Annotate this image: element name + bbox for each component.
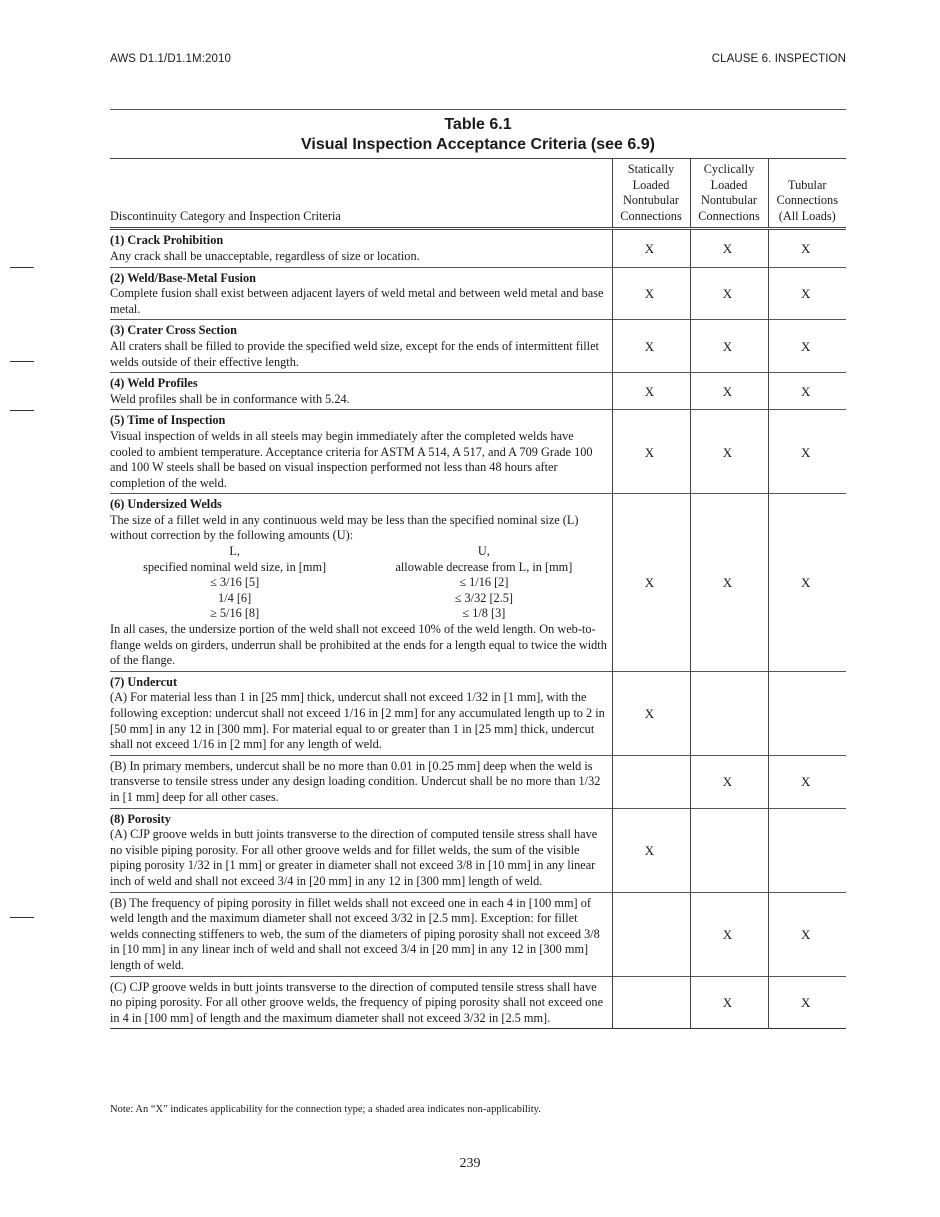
applicability-tubular <box>768 671 846 755</box>
applicability-cyclic: X <box>690 755 768 808</box>
applicability-tubular: X <box>768 320 846 373</box>
table-row <box>110 410 846 494</box>
subtable-cell: ≥ 5/16 [8] <box>210 606 260 621</box>
category-heading: (2) Weld/Base-Metal Fusion <box>110 270 256 285</box>
applicability-tubular: X <box>768 229 846 267</box>
criteria-text: Weld profiles shall be in conformance with 5.24. <box>110 391 350 406</box>
header-cyclic <box>690 159 768 229</box>
margin-mark <box>10 917 34 918</box>
criteria-text: (B) The frequency of piping porosity in fillet welds shall not exceed one in each 4 in [100 mm] of weld length and the maximum diameter shall not exceed 3/32 in [2.5 mm]. Exception: for fillet welds connecting stiffeners to web, the sum of the diameters of piping porosity shall not exceed 3/8 in [10 mm] in any linear inch of weld and shall not exceed 3/4 in [20 mm] in any 12 in [300 mm] length of weld. <box>110 895 600 972</box>
criteria-cell <box>110 976 612 1029</box>
standard-id: AWS D1.1/D1.1M:2010 <box>110 53 231 65</box>
category-heading: (1) Crack Prohibition <box>110 233 224 248</box>
criteria-text: The size of a fillet weld in any continuous weld may be less than the specified nominal size (L) without correction by the following amounts (U): <box>110 512 579 543</box>
margin-mark <box>10 410 34 411</box>
applicability-tubular: X <box>768 494 846 672</box>
criteria-text: Complete fusion shall exist between adjacent layers of weld metal and between weld metal and base metal. <box>110 286 604 316</box>
criteria-cell <box>110 373 612 410</box>
applicability-static <box>612 755 690 808</box>
header-tubular <box>768 159 846 229</box>
criteria-cell <box>110 892 612 976</box>
applicability-cyclic <box>690 671 768 755</box>
category-heading: (5) Time of Inspection <box>110 413 226 428</box>
applicability-cyclic: X <box>690 892 768 976</box>
applicability-static: X <box>612 373 690 410</box>
applicability-tubular <box>768 808 846 892</box>
applicability-tubular: X <box>768 410 846 494</box>
criteria-cell <box>110 410 612 494</box>
criteria-cell <box>110 671 612 755</box>
applicability-cyclic: X <box>690 373 768 410</box>
subtable-header: U, <box>477 544 490 559</box>
applicability-tubular: X <box>768 892 846 976</box>
applicability-cyclic <box>690 808 768 892</box>
criteria-text: Visual inspection of welds in all steels may begin immediately after the completed welds have cooled to ambient temperature. Acceptance criteria for ASTM A 514, A 517, and A 709 Grade 100 and 100 W steels shall be based on visual inspection performed not less than 48 hours after completion of the weld. <box>110 428 593 490</box>
applicability-cyclic: X <box>690 976 768 1029</box>
applicability-tubular: X <box>768 373 846 410</box>
criteria-cell <box>110 320 612 373</box>
subtable-cell: 1/4 [6] <box>218 590 252 605</box>
category-heading: (6) Undersized Welds <box>110 497 222 512</box>
criteria-text: (B) In primary members, undercut shall be no more than 0.01 in [0.25 mm] deep when the weld is transverse to tensile stress under any design loading condition. Undercut shall be no more than 1/32 in [1 mm] deep for all other cases. <box>110 758 601 804</box>
applicability-cyclic: X <box>690 410 768 494</box>
criteria-cell <box>110 494 612 672</box>
table-row <box>110 671 846 755</box>
subtable-cell: ≤ 3/32 [2.5] <box>454 590 514 605</box>
header-line: Connections <box>776 193 838 208</box>
applicability-static <box>612 892 690 976</box>
margin-mark <box>10 361 34 362</box>
header-line: Loaded <box>632 177 670 192</box>
criteria-text: (A) CJP groove welds in butt joints transverse to the direction of computed tensile stress shall have no visible piping porosity. For all other groove welds and for fillet welds, the sum of the visible piping porosity 1/32 in [1 mm] or greater in diameter shall not exceed 3/8 in [10 mm] in any linear inch of weld and shall not exceed 3/4 in [20 mm] in any 12 in [300 mm] length of weld. <box>110 827 598 888</box>
header-category: Discontinuity Category and Inspection Criteria <box>110 208 341 223</box>
criteria-table <box>110 158 846 1029</box>
applicability-cyclic: X <box>690 267 768 320</box>
header-static <box>612 159 690 229</box>
table-row <box>110 892 846 976</box>
subtable-cell: ≤ 1/8 [3] <box>462 606 506 621</box>
margin-mark <box>10 267 34 268</box>
applicability-cyclic: X <box>690 320 768 373</box>
applicability-cyclic: X <box>690 494 768 672</box>
header-line: Nontubular <box>622 193 679 208</box>
table-title-block <box>110 115 846 155</box>
table-row <box>110 229 846 267</box>
applicability-static <box>612 976 690 1029</box>
applicability-static: X <box>612 410 690 494</box>
applicability-static: X <box>612 808 690 892</box>
applicability-tubular: X <box>768 267 846 320</box>
criteria-text: (C) CJP groove welds in butt joints transverse to the direction of computed tensile stress shall have no piping porosity. For all other groove welds, the frequency of piping porosity shall not exceed one in 4 in [100 mm] of length and the maximum diameter shall not exceed 3/32 in [2.5 mm]. <box>110 979 604 1025</box>
header-line: Nontubular <box>700 193 757 208</box>
criteria-cell <box>110 229 612 267</box>
criteria-text: Any crack shall be unacceptable, regardless of size or location. <box>110 248 420 263</box>
category-heading: (3) Crater Cross Section <box>110 323 237 338</box>
table-row <box>110 267 846 320</box>
header-line: (All Loads) <box>778 208 836 223</box>
table-note: Note: An “X” indicates applicability for the connection type; a shaded area indicates non-applicability. <box>110 1104 541 1115</box>
subtable-cell: ≤ 1/16 [2] <box>459 575 509 590</box>
page-number: 239 <box>459 1156 481 1171</box>
criteria-text: All craters shall be filled to provide the specified weld size, except for the ends of intermittent fillet welds outside of their effective length. <box>110 338 599 369</box>
applicability-tubular: X <box>768 755 846 808</box>
applicability-static: X <box>612 267 690 320</box>
subtable-header: specified nominal weld size, in [mm] <box>143 559 327 574</box>
applicability-static: X <box>612 671 690 755</box>
category-heading: (8) Porosity <box>110 811 171 826</box>
table-title: Visual Inspection Acceptance Criteria (see 6.9) <box>301 136 655 153</box>
subtable-cell: ≤ 3/16 [5] <box>210 575 260 590</box>
top-rule <box>110 109 846 110</box>
applicability-tubular: X <box>768 976 846 1029</box>
header-line: Tubular <box>788 177 827 192</box>
header-line: Connections <box>620 208 682 223</box>
subtable-header: L, <box>229 544 240 559</box>
criteria-cell <box>110 267 612 320</box>
table-row <box>110 755 846 808</box>
criteria-cell <box>110 808 612 892</box>
table-row <box>110 494 846 672</box>
header-line: Loaded <box>710 177 748 192</box>
weld-size-subtable <box>110 544 609 622</box>
category-heading: (7) Undercut <box>110 674 178 689</box>
header-line: Connections <box>698 208 760 223</box>
header-line: Cyclically <box>703 162 755 176</box>
applicability-static: X <box>612 320 690 373</box>
applicability-static: X <box>612 494 690 672</box>
table-row <box>110 808 846 892</box>
applicability-cyclic: X <box>690 229 768 267</box>
table-row <box>110 976 846 1029</box>
criteria-cell <box>110 755 612 808</box>
clause-title: CLAUSE 6. INSPECTION <box>711 53 846 65</box>
table-row <box>110 373 846 410</box>
criteria-text: (A) For material less than 1 in [25 mm] thick, undercut shall not exceed 1/32 in [1 mm], with the following exception: undercut shall not exceed 1/16 in [2 mm] for any accumulated length up to 2 in [50 mm] in any 12 in [300 mm]. For material equal to or greater than 1 in [25 mm] thick, undercut shall not exceed 1/16 in [2 mm] for any length of weld. <box>110 690 605 752</box>
subtable-header: allowable decrease from L, in [mm] <box>395 559 573 574</box>
table-row <box>110 320 846 373</box>
table-header-row <box>110 159 846 229</box>
table-number: Table 6.1 <box>444 116 512 133</box>
category-heading: (4) Weld Profiles <box>110 376 198 391</box>
header-line: Statically <box>627 162 675 176</box>
criteria-text: In all cases, the undersize portion of the weld shall not exceed 10% of the weld length. On web-to-flange welds on girders, underrun shall be prohibited at the ends for a length equal to twice the width of the flange. <box>110 622 607 668</box>
applicability-static: X <box>612 229 690 267</box>
